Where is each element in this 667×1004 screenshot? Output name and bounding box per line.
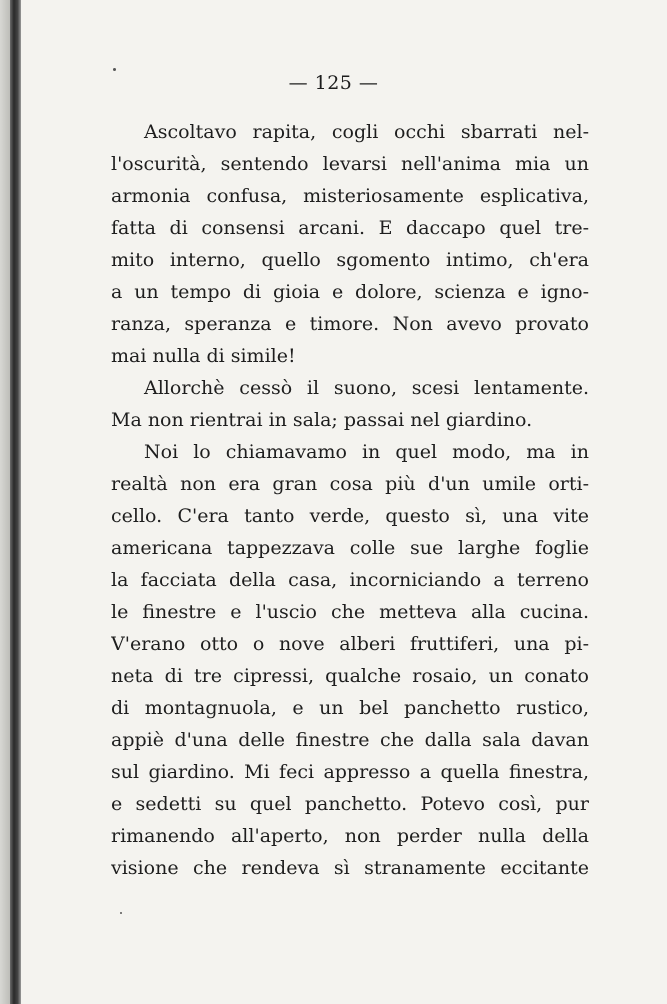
text-line: mito interno, quello sgomento intimo, ch'era [111,249,589,271]
text-line: appiè d'una delle finestre che dalla sala davan [111,729,589,751]
text-line: Noi lo chiamavamo in quel modo, ma in [144,441,589,463]
text-line: ranza, speranza e timore. Non avevo provato [111,313,589,335]
page-margin-shadow [0,0,10,1004]
text-line: le finestre e l'uscio che metteva alla cucina. [111,601,589,623]
body-text [111,116,589,884]
text-line: realtà non era gran cosa più d'un umile orti- [111,473,589,495]
text-line: mai nulla di simile! [111,345,296,367]
text-line: americana tappezzava colle sue larghe foglie [111,537,589,559]
text-line: V'erano otto o nove alberi fruttiferi, una pi- [111,633,589,655]
text-line: e sedetti su quel panchetto. Potevo così, pur [111,793,589,815]
text-line: Ascoltavo rapita, cogli occhi sbarrati nel- [144,121,589,143]
paper-speck [120,912,122,914]
text-line: la facciata della casa, incorniciando a terreno [111,569,589,591]
text-line: a un tempo di gioia e dolore, scienza e igno- [111,281,589,303]
book-binding-edge [10,0,21,1004]
text-line: cello. C'era tanto verde, questo sì, una vite [111,505,589,527]
text-line: armonia confusa, misteriosamente esplicativa, [111,185,589,207]
text-line: fatta di consensi arcani. E daccapo quel tre- [111,217,589,239]
text-line: l'oscurità, sentendo levarsi nell'anima mia un [111,153,589,175]
text-line: Ma non rientrai in sala; passai nel giardino. [111,409,533,431]
text-line: sul giardino. Mi feci appresso a quella finestra, [111,761,589,783]
text-line: neta di tre cipressi, qualche rosaio, un conato [111,665,589,687]
paper-speck [113,68,116,71]
page-number: — 125 — [288,72,379,94]
text-line: rimanendo all'aperto, non perder nulla della [111,825,589,847]
text-line: Allorchè cessò il suono, scesi lentamente. [144,377,589,399]
text-line: visione che rendeva sì stranamente eccitante [111,857,589,879]
text-line: di montagnuola, e un bel panchetto rustico, [111,697,589,719]
